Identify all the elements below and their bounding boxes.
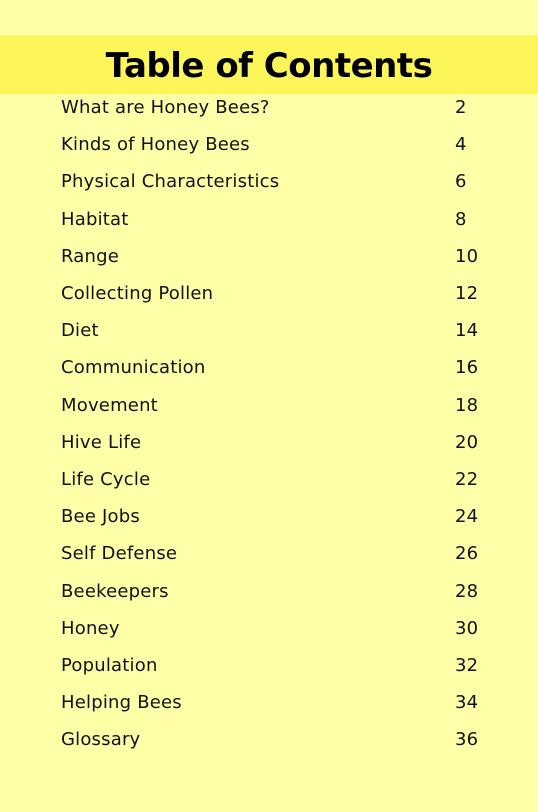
toc-entry-page-number: 18 <box>455 394 479 416</box>
title-band <box>0 35 538 94</box>
toc-entry-title: Diet <box>61 320 99 342</box>
table-of-contents-list <box>61 89 481 758</box>
toc-entry-title: Communication <box>61 357 206 379</box>
toc-entry-page-number: 30 <box>455 617 479 639</box>
toc-entry-title: What are Honey Bees? <box>61 97 270 119</box>
toc-entry <box>61 424 481 461</box>
toc-entry-page-number: 24 <box>455 506 479 528</box>
toc-entry <box>61 201 481 238</box>
toc-entry-page-number: 6 <box>455 171 467 193</box>
toc-entry-page-number: 36 <box>455 729 479 751</box>
toc-entry-page-number: 16 <box>455 357 479 379</box>
toc-entry-title: Collecting Pollen <box>61 283 214 305</box>
toc-entry-page-number: 2 <box>455 97 467 119</box>
toc-entry-title: Population <box>61 654 158 676</box>
page-title: Table of Contents <box>105 45 433 86</box>
toc-entry <box>61 163 481 200</box>
toc-entry <box>61 461 481 498</box>
toc-entry <box>61 89 481 126</box>
toc-entry-title: Physical Characteristics <box>61 171 280 193</box>
toc-entry-title: Self Defense <box>61 543 178 565</box>
toc-entry <box>61 572 481 609</box>
toc-entry-page-number: 8 <box>455 208 467 230</box>
toc-entry-title: Life Cycle <box>61 468 151 490</box>
toc-entry <box>61 498 481 535</box>
toc-entry-title: Habitat <box>61 208 129 230</box>
toc-entry <box>61 647 481 684</box>
toc-entry-title: Movement <box>61 394 158 416</box>
toc-entry <box>61 126 481 163</box>
toc-entry-title: Hive Life <box>61 431 142 453</box>
toc-entry <box>61 349 481 386</box>
toc-entry <box>61 610 481 647</box>
toc-entry <box>61 721 481 758</box>
toc-entry <box>61 275 481 312</box>
toc-entry-title: Bee Jobs <box>61 506 140 528</box>
toc-entry-page-number: 12 <box>455 283 479 305</box>
toc-entry-page-number: 32 <box>455 654 479 676</box>
toc-entry <box>61 684 481 721</box>
toc-entry <box>61 238 481 275</box>
toc-entry-page-number: 26 <box>455 543 479 565</box>
toc-entry-title: Beekeepers <box>61 580 169 602</box>
toc-entry-page-number: 22 <box>455 468 479 490</box>
toc-entry-title: Glossary <box>61 729 141 751</box>
toc-entry-title: Range <box>61 245 120 267</box>
toc-entry <box>61 535 481 572</box>
toc-entry <box>61 312 481 349</box>
toc-entry-title: Honey <box>61 617 120 639</box>
toc-entry <box>61 387 481 424</box>
toc-entry-title: Helping Bees <box>61 692 182 714</box>
toc-entry-page-number: 14 <box>455 320 479 342</box>
toc-entry-page-number: 28 <box>455 580 479 602</box>
toc-entry-page-number: 4 <box>455 134 467 156</box>
toc-entry-title: Kinds of Honey Bees <box>61 134 250 156</box>
toc-entry-page-number: 10 <box>455 245 479 267</box>
toc-entry-page-number: 20 <box>455 431 479 453</box>
toc-entry-page-number: 34 <box>455 692 479 714</box>
